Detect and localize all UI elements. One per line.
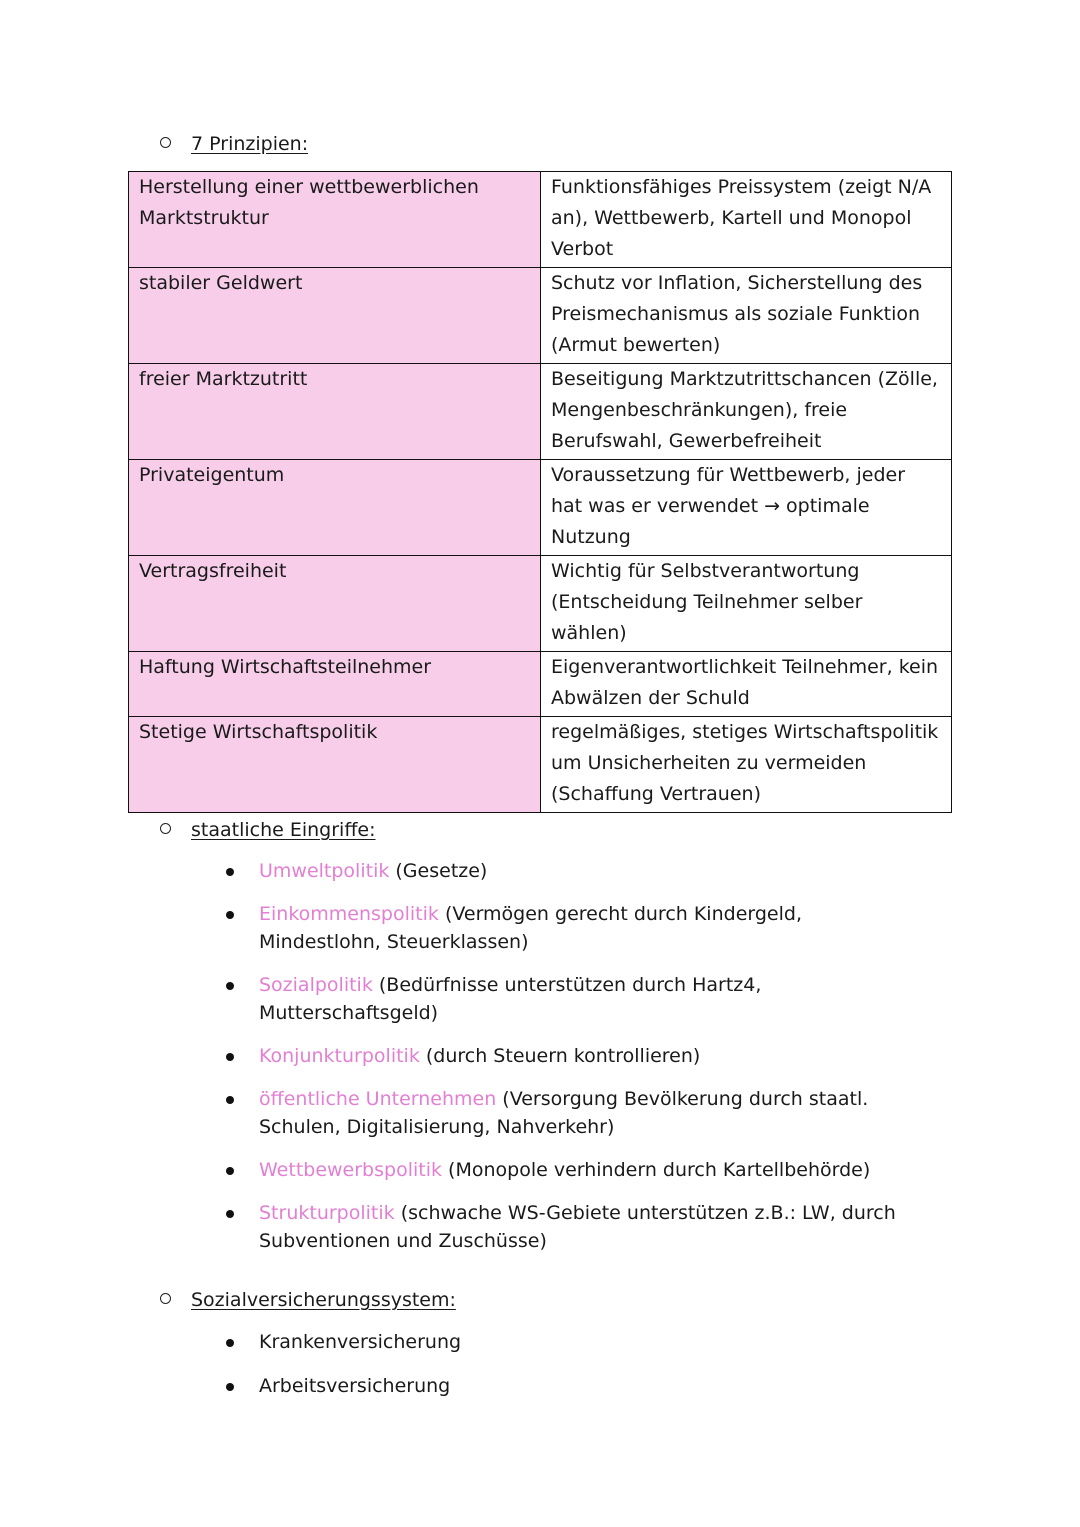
table-row bbox=[129, 460, 952, 556]
principle-cell: Herstellung einer wettbewerblichen Marktstruktur bbox=[129, 172, 541, 268]
heading-text: staatliche Eingriffe: bbox=[191, 819, 376, 841]
sozialversicherung-list bbox=[224, 1328, 924, 1400]
heading-text: Sozialversicherungssystem: bbox=[191, 1289, 456, 1311]
principle-cell: freier Marktzutritt bbox=[129, 364, 541, 460]
table-row bbox=[129, 268, 952, 364]
list-item bbox=[224, 1372, 924, 1400]
bullet-icon bbox=[226, 1053, 234, 1061]
table-row bbox=[129, 556, 952, 652]
policy-description: (durch Steuern kontrollieren) bbox=[419, 1045, 701, 1067]
insurance-item: Arbeitsversicherung bbox=[259, 1375, 451, 1397]
principle-cell: Stetige Wirtschaftspolitik bbox=[129, 717, 541, 813]
description-cell: regelmäßiges, stetiges Wirtschaftspolitik um Unsicherheiten zu vermeiden (Schaffung Vertrauen) bbox=[541, 717, 952, 813]
principle-cell: Haftung Wirtschaftsteilnehmer bbox=[129, 652, 541, 717]
list-item bbox=[224, 1156, 924, 1184]
bullet-icon bbox=[226, 1096, 234, 1104]
bullet-icon bbox=[226, 982, 234, 990]
policy-description: (Monopole verhindern durch Kartellbehörde) bbox=[442, 1159, 871, 1181]
description-cell: Schutz vor Inflation, Sicherstellung des Preismechanismus als soziale Funktion (Armut bewerten) bbox=[541, 268, 952, 364]
list-item bbox=[224, 971, 924, 1027]
description-cell: Funktionsfähiges Preissystem (zeigt N/A an), Wettbewerb, Kartell und Monopol Verbot bbox=[541, 172, 952, 268]
bullet-icon bbox=[226, 911, 234, 919]
bullet-icon bbox=[226, 1339, 234, 1347]
list-item bbox=[224, 1042, 924, 1070]
principle-cell: Privateigentum bbox=[129, 460, 541, 556]
hollow-circle-bullet-icon bbox=[160, 1293, 171, 1304]
section-heading-eingriffe bbox=[160, 816, 376, 844]
bullet-icon bbox=[226, 1383, 234, 1391]
list-item bbox=[224, 857, 924, 885]
insurance-item: Krankenversicherung bbox=[259, 1331, 462, 1353]
table-row bbox=[129, 364, 952, 460]
principle-cell: stabiler Geldwert bbox=[129, 268, 541, 364]
policy-description: (Gesetze) bbox=[389, 860, 488, 882]
policy-term: Konjunkturpolitik bbox=[259, 1045, 420, 1067]
policy-term: Wettbewerbspolitik bbox=[259, 1159, 442, 1181]
policy-term: öffentliche Unternehmen bbox=[259, 1088, 497, 1110]
policy-description: (Versorgung Bevölkerung durch staatl. Schulen, Digitalisierung, Nahverkehr) bbox=[259, 1088, 869, 1138]
policy-term: Strukturpolitik bbox=[259, 1202, 395, 1224]
description-cell: Wichtig für Selbstverantwortung (Entscheidung Teilnehmer selber wählen) bbox=[541, 556, 952, 652]
list-item bbox=[224, 1328, 924, 1356]
bullet-icon bbox=[226, 1167, 234, 1175]
hollow-circle-bullet-icon bbox=[160, 823, 171, 834]
bullet-icon bbox=[226, 1210, 234, 1218]
policy-term: Sozialpolitik bbox=[259, 974, 373, 996]
policy-description: (schwache WS-Gebiete unterstützen z.B.: LW, durch Subventionen und Zuschüsse) bbox=[259, 1202, 896, 1252]
principles-table bbox=[128, 171, 952, 813]
list-item bbox=[224, 1085, 924, 1141]
policy-description: (Vermögen gerecht durch Kindergeld, Mindestlohn, Steuerklassen) bbox=[259, 903, 802, 953]
list-item bbox=[224, 900, 924, 956]
table-row bbox=[129, 172, 952, 268]
description-cell: Voraussetzung für Wettbewerb, jeder hat was er verwendet → optimale Nutzung bbox=[541, 460, 952, 556]
principle-cell: Vertragsfreiheit bbox=[129, 556, 541, 652]
policy-term: Einkommenspolitik bbox=[259, 903, 439, 925]
table-row bbox=[129, 717, 952, 813]
section-heading-sozialversicherung bbox=[160, 1286, 456, 1314]
section-heading-prinzipien bbox=[160, 130, 308, 158]
hollow-circle-bullet-icon bbox=[160, 137, 171, 148]
policy-term: Umweltpolitik bbox=[259, 860, 390, 882]
bullet-icon bbox=[226, 868, 234, 876]
list-item bbox=[224, 1199, 924, 1255]
policy-description: (Bedürfnisse unterstützen durch Hartz4, Mutterschaftsgeld) bbox=[259, 974, 762, 1024]
eingriffe-list bbox=[224, 857, 924, 1255]
heading-text: 7 Prinzipien: bbox=[191, 133, 309, 155]
description-cell: Eigenverantwortlichkeit Teilnehmer, kein Abwälzen der Schuld bbox=[541, 652, 952, 717]
description-cell: Beseitigung Marktzutrittschancen (Zölle, Mengenbeschränkungen), freie Berufswahl, Gewerbefreiheit bbox=[541, 364, 952, 460]
table-row bbox=[129, 652, 952, 717]
